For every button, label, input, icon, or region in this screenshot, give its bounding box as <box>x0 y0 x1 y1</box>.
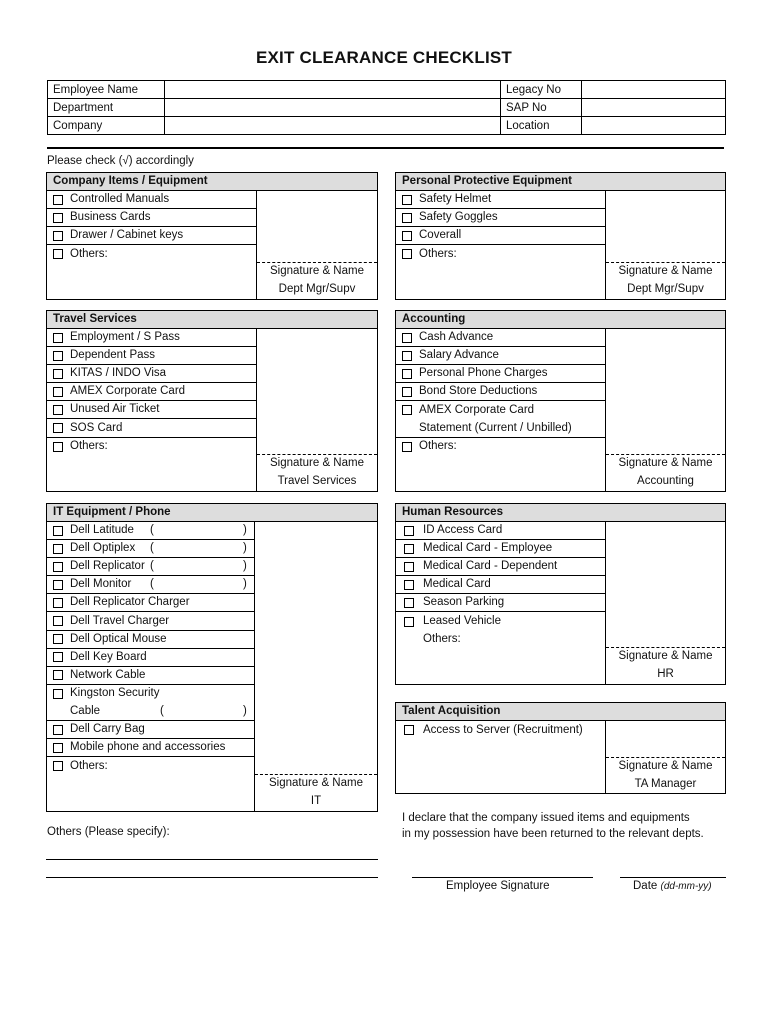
checklist-item[interactable]: Others: <box>47 757 254 775</box>
declaration-text: I declare that the company issued items and equipments in my possession have been returned to the relevant depts. <box>402 812 704 840</box>
signature-area[interactable] <box>606 522 725 684</box>
employee-info-table <box>47 80 726 135</box>
company-field[interactable] <box>165 117 501 135</box>
checkbox[interactable] <box>404 725 414 735</box>
employee-signature-line[interactable] <box>412 877 593 878</box>
checkbox[interactable] <box>402 369 412 379</box>
checkbox[interactable] <box>404 544 414 554</box>
signature-area[interactable] <box>255 522 377 811</box>
checklist-item[interactable]: KITAS / INDO Visa <box>47 365 256 383</box>
checkbox[interactable] <box>402 213 412 223</box>
checklist-item[interactable]: Personal Phone Charges <box>396 365 605 383</box>
sap-no-label: SAP No <box>501 99 582 117</box>
checkbox[interactable] <box>53 725 63 735</box>
checkbox[interactable] <box>53 423 63 433</box>
location-field[interactable] <box>582 117 726 135</box>
checklist-item[interactable]: Network Cable <box>47 667 254 685</box>
checkbox[interactable] <box>53 634 63 644</box>
checkbox[interactable] <box>53 231 63 241</box>
employee-name-field[interactable] <box>165 81 501 99</box>
page-title: EXIT CLEARANCE CHECKLIST <box>255 48 513 67</box>
checkbox[interactable] <box>402 405 412 415</box>
checkbox[interactable] <box>53 213 63 223</box>
checkbox[interactable] <box>53 544 63 554</box>
checkbox[interactable] <box>402 442 412 452</box>
divider <box>47 147 724 149</box>
checkbox[interactable] <box>402 249 412 259</box>
employee-signature-label: Employee Signature <box>446 880 550 892</box>
signature-area[interactable] <box>257 191 377 299</box>
checkbox[interactable] <box>53 689 63 699</box>
department-field[interactable] <box>165 99 501 117</box>
signature-caption: Signature & Name Dept Mgr/Supv <box>606 262 725 298</box>
employee-name-label: Employee Name <box>48 81 165 99</box>
checkbox[interactable] <box>402 231 412 241</box>
checkbox[interactable] <box>404 580 414 590</box>
checkbox[interactable] <box>402 387 412 397</box>
signature-caption: Signature & Name TA Manager <box>606 757 725 793</box>
signature-area[interactable] <box>257 329 377 491</box>
checklist-item[interactable]: Dell Carry Bag <box>47 721 254 739</box>
signature-caption: Signature & Name IT <box>255 774 377 810</box>
checkbox[interactable] <box>404 617 414 627</box>
checklist-item[interactable]: Dell Latitude ( ) <box>47 522 254 540</box>
checklist-item[interactable]: Coverall <box>396 227 605 245</box>
it-equipment-section <box>46 503 378 812</box>
checkbox[interactable] <box>402 195 412 205</box>
location-label: Location <box>501 117 582 135</box>
department-label: Department <box>48 99 165 117</box>
checklist-item[interactable]: Medical Card - Employee <box>396 540 605 558</box>
checkbox[interactable] <box>53 670 63 680</box>
checkbox[interactable] <box>404 562 414 572</box>
checkbox[interactable] <box>53 743 63 753</box>
checklist-item[interactable]: Mobile phone and accessories <box>47 739 254 757</box>
checkbox[interactable] <box>53 761 63 771</box>
company-items-section <box>46 172 378 300</box>
checkbox[interactable] <box>53 580 63 590</box>
checklist-item[interactable]: ID Access Card <box>396 522 605 540</box>
checklist-item[interactable]: Dell Optical Mouse <box>47 631 254 649</box>
checkbox[interactable] <box>53 351 63 361</box>
checklist-item[interactable]: Others: <box>47 245 256 263</box>
checklist-item[interactable]: Medical Card - Dependent <box>396 558 605 576</box>
checkbox[interactable] <box>402 351 412 361</box>
checklist-item[interactable]: Drawer / Cabinet keys <box>47 227 256 245</box>
checklist-item[interactable]: Unused Air Ticket <box>47 401 256 419</box>
signature-caption: Signature & Name Dept Mgr/Supv <box>257 262 377 298</box>
human-resources-section <box>395 503 726 685</box>
checklist-item[interactable]: Season Parking <box>396 594 605 612</box>
checklist-item[interactable]: Dell Replicator ( ) <box>47 558 254 576</box>
checklist-item[interactable]: AMEX Corporate Card <box>47 383 256 401</box>
section-header: Personal Protective Equipment <box>396 173 725 191</box>
checklist-item[interactable]: Controlled Manuals <box>47 191 256 209</box>
checklist-item[interactable]: Employment / S Pass <box>47 329 256 347</box>
section-header: Talent Acquisition <box>396 703 725 721</box>
signature-caption: Signature & Name HR <box>606 647 725 683</box>
checkbox[interactable] <box>402 333 412 343</box>
ppe-section <box>395 172 726 300</box>
checklist-item[interactable]: Dell Optiplex ( ) <box>47 540 254 558</box>
checklist-item[interactable]: Others: <box>396 438 605 456</box>
checklist-item[interactable]: Cash Advance <box>396 329 605 347</box>
checklist-item[interactable]: Dell Replicator Charger <box>47 594 254 612</box>
checklist-item[interactable]: Safety Helmet <box>396 191 605 209</box>
checklist-item[interactable]: Bond Store Deductions <box>396 383 605 401</box>
checklist-item[interactable]: Leased Vehicle <box>396 612 605 630</box>
checklist-item[interactable]: Access to Server (Recruitment) <box>396 721 605 739</box>
checkbox[interactable] <box>53 369 63 379</box>
checklist-item[interactable]: Safety Goggles <box>396 209 605 227</box>
checklist-item[interactable]: Dell Monitor ( ) <box>47 576 254 594</box>
checkbox[interactable] <box>53 652 63 662</box>
section-header: IT Equipment / Phone <box>47 504 377 522</box>
checkbox[interactable] <box>404 598 414 608</box>
checklist-item-continued: Statement (Current / Unbilled) <box>396 419 605 437</box>
sap-no-field[interactable] <box>582 99 726 117</box>
others-specify-label: Others (Please specify): <box>47 826 170 838</box>
checkbox[interactable] <box>53 387 63 397</box>
checklist-item[interactable]: AMEX Corporate Card <box>396 401 605 419</box>
checkbox[interactable] <box>53 195 63 205</box>
checklist-item[interactable]: Others: <box>396 245 605 263</box>
checkbox[interactable] <box>53 333 63 343</box>
section-header: Travel Services <box>47 311 377 329</box>
legacy-no-field[interactable] <box>582 81 726 99</box>
talent-acquisition-section <box>395 702 726 794</box>
checklist-item[interactable]: Dependent Pass <box>47 347 256 365</box>
checklist-item[interactable]: Others: <box>47 438 256 456</box>
checklist-item[interactable]: Salary Advance <box>396 347 605 365</box>
others-specify-line-1[interactable] <box>46 859 378 860</box>
checkbox[interactable] <box>53 616 63 626</box>
section-header: Company Items / Equipment <box>47 173 377 191</box>
signature-area[interactable] <box>606 329 725 491</box>
signature-caption: Signature & Name Accounting <box>606 454 725 490</box>
checklist-item[interactable]: Kingston Security <box>47 685 254 703</box>
signature-area[interactable] <box>606 191 725 299</box>
date-label: Date (dd-mm-yy) <box>633 880 712 892</box>
others-specify-line-2[interactable] <box>46 877 378 878</box>
checkbox[interactable] <box>53 442 63 452</box>
signature-area[interactable] <box>606 721 725 793</box>
checkbox[interactable] <box>53 405 63 415</box>
travel-services-section <box>46 310 378 492</box>
signature-caption: Signature & Name Travel Services <box>257 454 377 490</box>
legacy-no-label: Legacy No <box>501 81 582 99</box>
checklist-item[interactable]: Dell Travel Charger <box>47 612 254 630</box>
date-line[interactable] <box>620 877 726 878</box>
instruction-text: Please check (√) accordingly <box>47 155 194 167</box>
checkbox[interactable] <box>53 562 63 572</box>
checkbox[interactable] <box>404 526 414 536</box>
section-header: Human Resources <box>396 504 725 522</box>
checkbox[interactable] <box>53 598 63 608</box>
company-label: Company <box>48 117 165 135</box>
checkbox[interactable] <box>53 526 63 536</box>
section-header: Accounting <box>396 311 725 329</box>
checkbox[interactable] <box>53 249 63 259</box>
checklist-item[interactable]: Medical Card <box>396 576 605 594</box>
accounting-section <box>395 310 726 492</box>
checklist-item[interactable]: Dell Key Board <box>47 649 254 667</box>
checklist-item[interactable]: SOS Card <box>47 419 256 437</box>
checklist-item[interactable]: Others: <box>423 633 461 646</box>
checklist-item-continued: Cable ( ) <box>47 703 254 721</box>
checklist-item[interactable]: Business Cards <box>47 209 256 227</box>
